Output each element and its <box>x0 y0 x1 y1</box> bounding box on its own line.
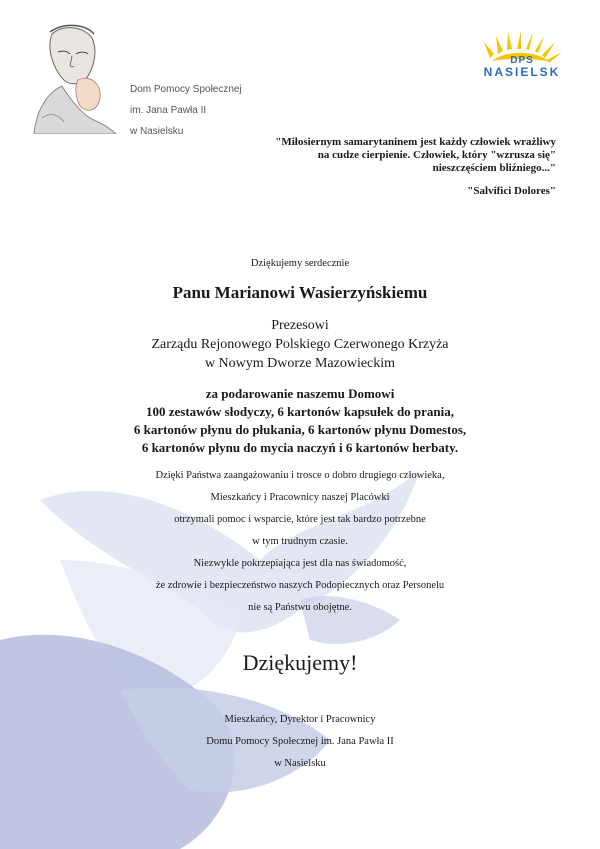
body-line: w tym trudnym czasie. <box>252 536 348 547</box>
donation-line: 6 kartonów płynu do płukania, 6 kartonów płynu Domestos, <box>133 422 467 437</box>
org-line: im. Jana Pawła II <box>130 105 207 116</box>
signature-line: Domu Pomocy Społecznej im. Jana Pawła II <box>206 736 394 747</box>
role-line: Zarządu Rejonowego Polskiego Czerwonego Krzyża <box>151 337 449 352</box>
recipient-role <box>0 316 600 373</box>
body-line: nie są Państwu obojętne. <box>248 602 352 613</box>
body-line: Dzięki Państwa zaangażowaniu i trosce o dobro drugiego człowieka, <box>155 470 445 481</box>
logo-dps: DPS <box>510 55 534 66</box>
body-line: że zdrowie i bezpieczeństwo naszych Podopiecznych oraz Personelu <box>155 580 445 591</box>
donation-list <box>0 385 600 457</box>
organization-name <box>130 79 242 142</box>
quote-source: "Salvifici Dolores" <box>467 185 556 197</box>
quote <box>236 136 556 175</box>
body-line: otrzymali pomoc i wsparcie, które jest tak bardzo potrzebne <box>174 514 426 525</box>
signature-line: Mieszkańcy, Dyrektor i Pracownicy <box>224 714 376 725</box>
letter-intro: Dziękujemy serdecznie <box>250 258 350 269</box>
body-line: Mieszkańcy i Pracownicy naszej Placówki <box>210 492 390 503</box>
donation-line: 100 zestawów słodyczy, 6 kartonów kapsułek do prania, <box>145 404 455 419</box>
quote-line: nieszczęściem bliźniego..." <box>432 162 556 174</box>
signature-line: w Nasielsku <box>274 758 326 769</box>
recipient-name: Panu Marianowi Wasierzyńskiemu <box>172 283 428 302</box>
logo-text <box>476 55 568 79</box>
body-line: Niezwykle pokrzepiająca jest dla nas świadomość, <box>193 558 407 569</box>
quote-line: "Miłosiernym samarytaninem jest każdy człowiek wrażliwy <box>275 136 556 148</box>
role-line: w Nowym Dworze Mazowieckim <box>204 356 396 371</box>
role-line: Prezesowi <box>271 318 329 333</box>
donation-line: 6 kartonów płynu do mycia naczyń i 6 kartonów herbaty. <box>141 440 459 455</box>
org-line: w Nasielsku <box>130 126 184 137</box>
thanks-heading: Dziękujemy! <box>242 650 358 675</box>
pope-portrait-sketch <box>28 22 120 134</box>
org-line: Dom Pomocy Społecznej <box>130 84 242 95</box>
signature <box>0 709 600 775</box>
letter-body <box>0 465 600 619</box>
donation-line: za podarowanie naszemu Domowi <box>205 386 395 401</box>
logo-city: NASIELSK <box>483 65 561 79</box>
quote-line: na cudze cierpienie. Człowiek, który "wzrusza się" <box>317 149 556 161</box>
